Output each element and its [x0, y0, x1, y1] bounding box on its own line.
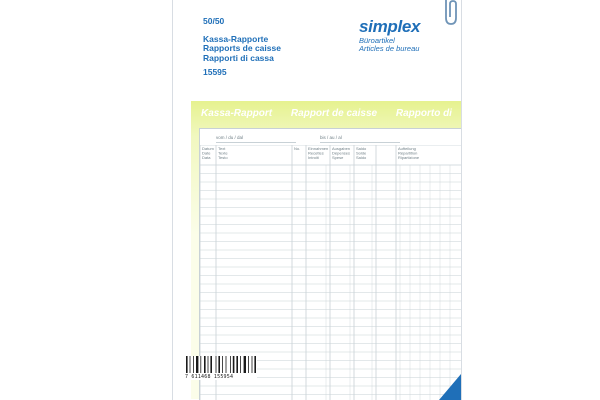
column-header-text: Text — [218, 146, 226, 151]
date-from-line — [216, 142, 296, 143]
date-to-line — [320, 142, 400, 143]
form-title-fr: Rapport de caisse — [290, 108, 378, 119]
column-header-income: Introiti — [308, 155, 319, 160]
column-header-date: Data — [202, 155, 211, 160]
title-fr: Rapports de caisse — [203, 43, 281, 54]
column-header-date: Date — [202, 150, 211, 156]
barcode-graphic — [183, 356, 257, 373]
cover-header — [203, 17, 281, 78]
column-header-expenses: Dépenses — [332, 150, 351, 156]
form-band-title — [201, 108, 462, 119]
column-header-extra: Répartition — [398, 150, 418, 156]
column-header-expenses: Spese — [332, 155, 344, 160]
column-header-balance: Solde — [356, 150, 367, 156]
article-number: 15595 — [203, 67, 227, 78]
page-corner-icon — [439, 374, 461, 400]
column-header-extra: Ripartizione — [398, 155, 420, 160]
column-header-no: No. — [294, 146, 301, 151]
form-title-de: Kassa-Rapport — [201, 108, 273, 119]
column-header-balance: Saldo — [356, 146, 367, 151]
column-header-expenses: Ausgaben — [332, 146, 351, 151]
brand-tagline-fr: Articles de bureau — [359, 44, 420, 53]
cover-page — [172, 0, 462, 400]
title-it: Rapporti di cassa — [203, 52, 274, 63]
column-header-income: Recettes — [308, 150, 324, 156]
column-header-text: Texte — [218, 150, 228, 156]
column-header-income: Einnahmen — [308, 146, 329, 151]
date-to-label: bis / au / al — [320, 135, 342, 140]
form-band — [191, 101, 461, 399]
date-from-label: vom / du / dal — [216, 135, 244, 140]
brand-logo: simplex — [359, 17, 421, 36]
column-header-extra: Aufteilung — [398, 146, 416, 151]
brand-tagline-de: Büroartikel — [359, 36, 395, 45]
form-title-it: Rapporto di — [395, 108, 452, 119]
column-header-date: Datum — [202, 146, 214, 151]
quantity-label: 50/50 — [203, 16, 225, 26]
barcode-number: 7 611468 155954 — [185, 374, 234, 380]
column-header-balance: Saldo — [356, 155, 367, 160]
barcode — [183, 356, 257, 380]
title-de: Kassa-Rapporte — [203, 33, 269, 44]
paperclip-icon — [441, 0, 459, 30]
brand-block — [359, 17, 420, 53]
column-header-text: Testo — [218, 155, 228, 160]
